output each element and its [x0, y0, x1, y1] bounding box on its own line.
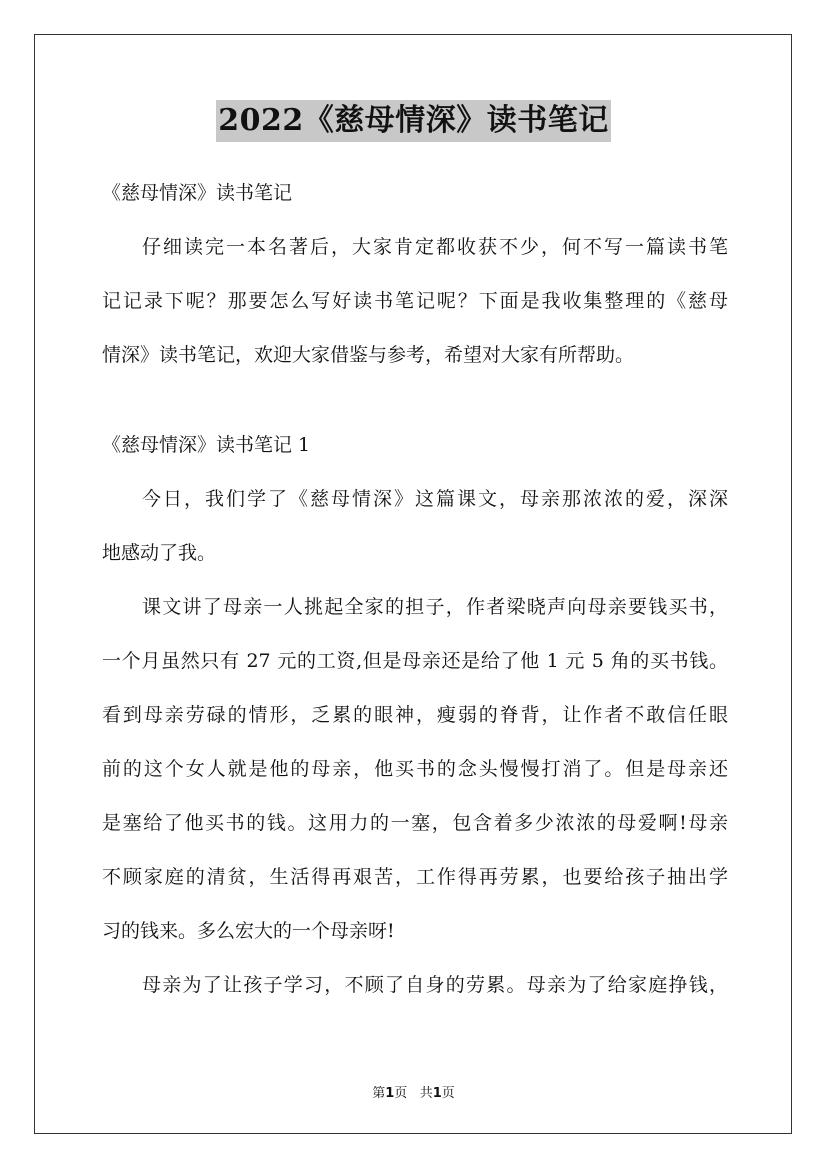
paragraph-line: 前的这个女人就是他的母亲，他买书的念头慢慢打消了。但是母亲还	[102, 758, 728, 780]
footer-page-suffix: 页	[394, 1086, 408, 1101]
paragraph-line: 课文讲了母亲一人挑起全家的担子，作者梁晓声向母亲要钱买书，	[142, 596, 728, 618]
footer-prefix: 第	[372, 1086, 386, 1101]
document-title: 2022《慈母情深》读书笔记	[216, 100, 611, 142]
paragraph-line: 习的钱来。多么宏大的一个母亲呀!	[102, 920, 395, 942]
footer-total-suffix: 页	[441, 1086, 455, 1101]
paragraph-line: 一个月虽然只有 27 元的工资,但是母亲还是给了他 1 元 5 角的买书钱。	[102, 650, 728, 672]
paragraph-line: 今日，我们学了《慈母情深》这篇课文，母亲那浓浓的爱，深深	[142, 488, 728, 510]
paragraph-line: 看到母亲劳碌的情形，乏累的眼神，瘦弱的脊背，让作者不敢信任眼	[102, 704, 728, 726]
paragraph-line: 母亲为了让孩子学习，不顾了自身的劳累。母亲为了给家庭挣钱，	[142, 974, 728, 996]
footer-page-number: 1	[385, 1086, 395, 1101]
title-container	[0, 100, 827, 142]
spacer	[102, 382, 728, 418]
footer-total-prefix: 共	[419, 1086, 433, 1101]
page-footer	[0, 1082, 827, 1101]
document-body	[102, 166, 728, 1012]
intro-line: 仔细读完一本名著后，大家肯定都收获不少，何不写一篇读书笔	[142, 236, 728, 258]
document-heading: 《慈母情深》读书笔记	[102, 182, 293, 204]
footer-total-pages: 1	[432, 1086, 442, 1101]
intro-line: 记记录下呢？那要怎么写好读书笔记呢？下面是我收集整理的《慈母	[102, 290, 728, 312]
section-heading: 《慈母情深》读书笔记 1	[102, 434, 311, 456]
paragraph-line: 地感动了我。	[102, 542, 217, 564]
intro-line: 情深》读书笔记，欢迎大家借鉴与参考，希望对大家有所帮助。	[102, 344, 635, 366]
paragraph-line: 是塞给了他买书的钱。这用力的一塞，包含着多少浓浓的母爱啊!母亲	[102, 812, 728, 834]
paragraph-line: 不顾家庭的清贫，生活得再艰苦，工作得再劳累，也要给孩子抽出学	[102, 866, 728, 888]
